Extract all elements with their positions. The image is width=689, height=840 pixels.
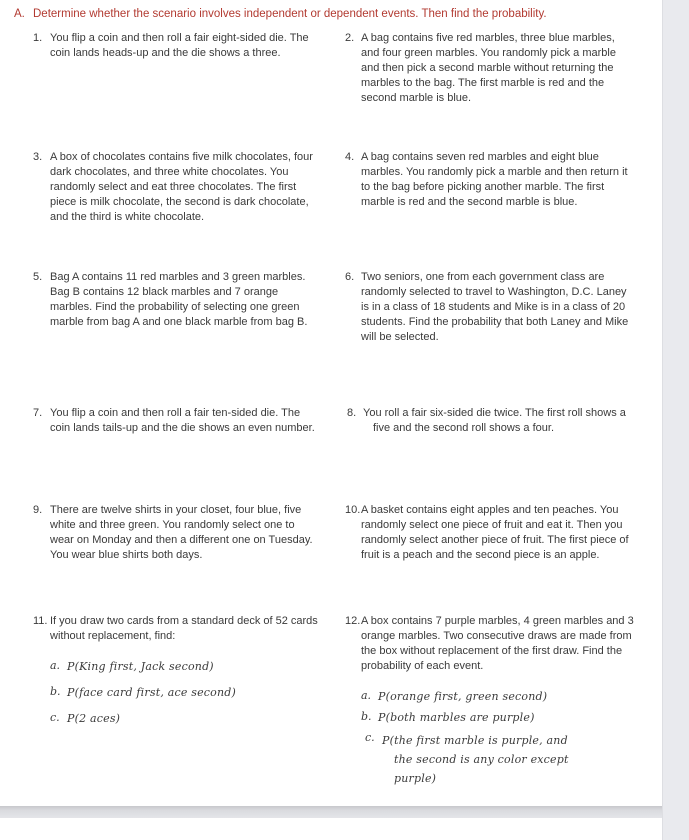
problem-number: 2.	[345, 32, 355, 44]
problem-number: 3.	[33, 151, 43, 163]
problem-number: 12.	[345, 615, 361, 627]
sub-problem-b	[50, 685, 318, 700]
sub-problem-a	[50, 659, 318, 674]
sub-label: c.	[50, 710, 60, 724]
problem-item-8	[347, 406, 629, 436]
sub-text: P(the first marble is purple, and the second is any color except purple)	[382, 733, 569, 785]
sub-problem-c	[50, 711, 318, 726]
document-gutter	[662, 0, 689, 840]
problem-text: A bag contains seven red marbles and eight blue marbles. You randomly pick a marble and then return it to the bag before picking another marble. The first marble is red and the second marble is blue.	[361, 151, 628, 208]
problem-item-1	[33, 31, 318, 61]
problem-item-5	[33, 270, 318, 330]
problem-number: 7.	[33, 407, 43, 419]
problem-text: If you draw two cards from a standard deck of 52 cards without replacement, find:	[50, 615, 318, 642]
sub-label: b.	[361, 709, 372, 723]
sub-problem-c	[365, 731, 635, 788]
sub-problem-b	[361, 710, 635, 725]
problem-number: 1.	[33, 32, 43, 44]
problem-number: 9.	[33, 504, 43, 516]
sub-text: P(face card first, ace second)	[67, 685, 236, 699]
next-page-top	[0, 818, 662, 840]
problem-number: 4.	[345, 151, 355, 163]
problem-item-3	[33, 150, 318, 225]
section-title: Determine whether the scenario involves independent or dependent events. Then find the probability.	[33, 8, 547, 20]
problem-number: 5.	[33, 271, 43, 283]
problem-item-2	[345, 31, 629, 106]
section-label: A.	[14, 8, 25, 20]
problem-text: There are twelve shirts in your closet, four blue, five white and three green. You randomly select one to wear on Monday and then a different one on Tuesday. You wear blue shirts both days.	[50, 504, 313, 561]
problem-item-7	[33, 406, 318, 436]
problem-item-11	[33, 614, 318, 737]
sub-text: P(orange first, green second)	[378, 689, 548, 703]
problem-number: 11.	[33, 615, 48, 627]
sub-problem-list	[361, 689, 635, 788]
sub-problem-a	[361, 689, 635, 704]
problem-number: 10.	[345, 504, 361, 516]
sub-label: b.	[50, 684, 61, 698]
problem-text: You flip a coin and then roll a fair ten-sided die. The coin lands tails-up and the die shows an even number.	[50, 407, 315, 434]
problem-text: A box contains 7 purple marbles, 4 green marbles and 3 orange marbles. Two consecutive draws are made from the box without replacement of the first draw. Find the probability of each event.	[361, 615, 634, 672]
problem-item-6	[345, 270, 629, 345]
section-header	[14, 7, 644, 22]
sub-label: a.	[50, 658, 61, 672]
problem-text: You flip a coin and then roll a fair eight-sided die. The coin lands heads-up and the die shows a three.	[50, 32, 309, 59]
problem-number: 6.	[345, 271, 355, 283]
problem-item-10	[345, 503, 629, 563]
sub-problem-list	[50, 659, 318, 726]
sub-text: P(King first, Jack second)	[67, 659, 214, 673]
problem-text: A basket contains eight apples and ten peaches. You randomly select one piece of fruit and eat it. Then you randomly select another piece of fruit. The first piece of fruit is a peach and the second piece is an apple.	[361, 504, 629, 561]
problem-item-4	[345, 150, 629, 210]
problem-text: Two seniors, one from each government class are randomly selected to travel to Washington, D.C. Laney is in a class of 18 students and Mike is in a class of 20 students. Find the probability that both Laney and Mike will be selected.	[361, 271, 629, 343]
problem-item-9	[33, 503, 318, 563]
problem-text: Bag A contains 11 red marbles and 3 green marbles. Bag B contains 12 black marbles and 7 orange marbles. Find the probability of selecting one green marble from bag A and one black marble from bag B.	[50, 271, 308, 328]
problem-text: A box of chocolates contains five milk chocolates, four dark chocolates, and three white chocolates. You randomly select and eat three chocolates. The first piece is milk chocolate, the second is dark chocolate, and the third is white chocolate.	[50, 151, 313, 223]
sub-text: P(2 aces)	[67, 711, 121, 725]
sub-label: a.	[361, 688, 372, 702]
problem-text: A bag contains five red marbles, three blue marbles, and four green marbles. You randomly pick a marble and then pick a second marble without returning the marbles to the bag. The first marble is red and the second marble is blue.	[361, 32, 616, 104]
page-break-separator	[0, 806, 662, 818]
problem-number: 8.	[347, 407, 357, 419]
problem-text: You roll a fair six-sided die twice. The first roll shows a five and the second roll shows a four.	[363, 407, 626, 434]
problem-item-12	[345, 614, 635, 794]
sub-label: c.	[365, 730, 375, 744]
sub-text: P(both marbles are purple)	[378, 710, 535, 724]
